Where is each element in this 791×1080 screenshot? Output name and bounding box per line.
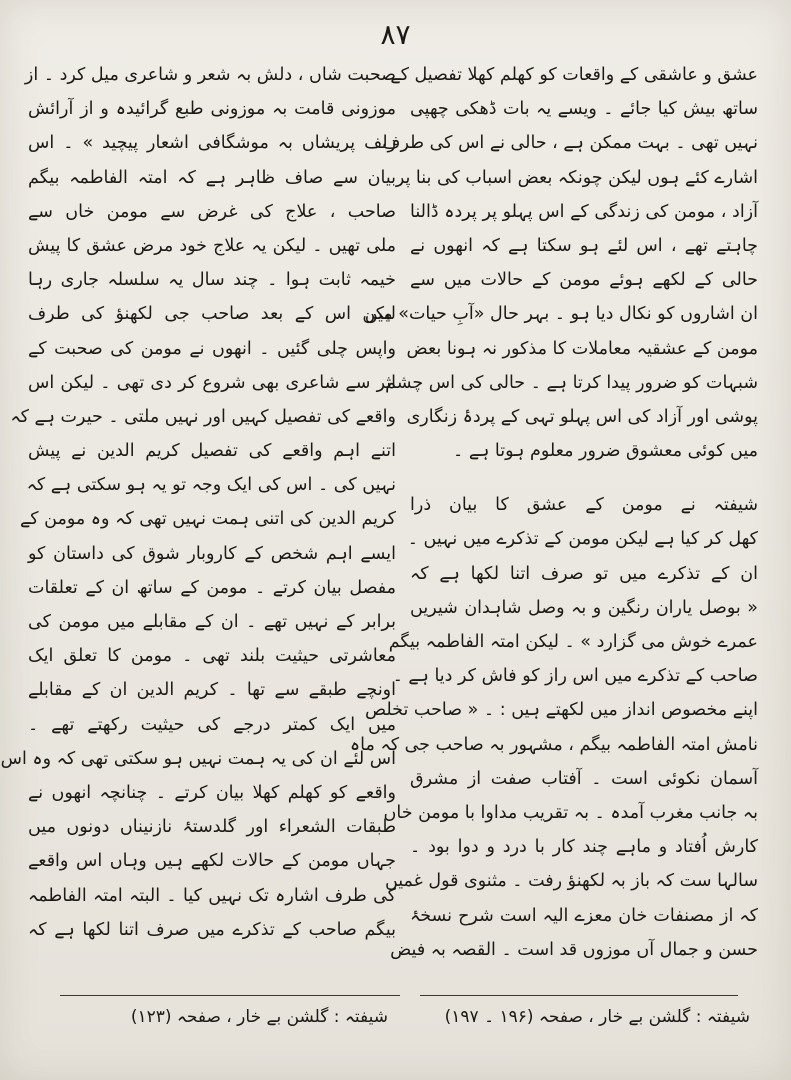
text-line: نہیں کی ۔ اس کی ایک وجہ تو یہ ہو سکتی ہے کہ: [26, 475, 396, 496]
paragraph-2: [349, 488, 758, 967]
text-line: عشق و عاشقی کے واقعات کو کھلم کھلا تفصیل کے: [390, 65, 758, 85]
text-line: صاحب کے تذکرے میں اس راز کو فاش کر دیا ہے ۔: [392, 666, 758, 687]
text-line: میں ایک کمتر درجے کی حیثیت رکھتے تھے ۔: [28, 714, 396, 735]
text-line: کی طرف اشارہ تک نہیں کیا ۔ البتہ امتہ الفاطمہ: [28, 885, 396, 906]
text-line: مومن کے عشقیہ معاملات کا مذکور نہ ہونا بعض: [406, 338, 758, 359]
text-line: خیمہ ثابت ہوا ۔ چند سال یہ سلسلہ جاری رہا: [28, 270, 396, 291]
text-line: بہ جانب مغرب آمدہ ۔ بہ تقریب مداوا با مومن خاں: [383, 802, 758, 823]
text-line: اونچے طبقے سے تھا ۔ کریم الدین ان کے مقابلے: [28, 680, 396, 701]
text-line: حالی کے لکھے ہوئے مومن کے حالات میں سے: [410, 270, 758, 291]
paragraph-1: [364, 58, 758, 468]
text-line: نامش امتہ الفاطمہ بیگم ، مشہور بہ صاحب جی کہ ماہ: [349, 734, 758, 755]
text-line: پوشی اور آزاد کی اس پہلو تہی کے پردۂ زنگاری: [406, 406, 758, 427]
text-line: « بوصل یاران رنگین و بہ وصل شاہدان شیریں: [410, 597, 758, 618]
text-line: ملی تھیں ۔ لیکن یہ علاج خود مرض عشق کا پیش: [28, 235, 396, 256]
right-column: [349, 58, 758, 967]
text-line: میں کوئی معشوق ضرور معلوم ہوتا ہے ۔: [453, 441, 758, 462]
text-line: صاحب ، علاج کی غرض سے مومن خاں سے: [28, 201, 396, 222]
text-line: آسمان نکوئی است ۔ آفتاب صفت از مشرق: [410, 768, 758, 789]
text-line: واقعے کو کھلم کھلا بیان کرتے ۔ چنانچہ انھوں نے: [28, 782, 396, 803]
text-line: اس لئے ان کی یہ ہمت نہیں ہو سکتی تھی کہ وہ اس: [0, 748, 396, 769]
text-line: بیگم صاحب کے تذکرے میں صرف اتنا لکھا ہے کہ: [28, 919, 396, 940]
text-line: واپس چلی گئیں ۔ انھوں نے مومن کی صحبت کے: [28, 338, 396, 359]
text-line: اثر سے شاعری بھی شروع کر دی تھی ۔ لیکن اس: [28, 372, 396, 393]
text-line: شبہات کو ضرور پیدا کرتا ہے ۔ حالی کی اس چشم: [385, 372, 758, 393]
left-column: [0, 58, 396, 947]
text-line: اپنے مخصوص انداز میں لکھتے ہیں : ۔ « صاحب تخلص: [364, 700, 758, 721]
text-line: صحبت شاں ، دلش بہ شعر و شاعری میل کرد ۔ از: [24, 65, 396, 85]
footnote-separator-right: [420, 995, 738, 996]
text-line: حسن و جمال آں موزوں قد است ۔ القصہ بہ فیض: [390, 939, 758, 960]
text-line: شیفتہ نے مومن کے عشق کا بیان ذرا: [410, 495, 758, 516]
text-line: ساتھ بیش کیا جائے ۔ ویسے یہ بات ڈھکی چھپی: [410, 99, 758, 120]
text-line: ایسے اہم شخص کے کاروبار شوق کی داستان کو: [28, 543, 396, 564]
text-line: جہاں مومن کے حالات لکھے ہیں وہاں اس واقعے: [28, 851, 396, 872]
text-line: واقعے کی تفصیل کہیں اور نہیں ملتی ۔ حیرت ہے کہ: [10, 406, 396, 427]
text-line: کھل کر کیا ہے لیکن مومن کے تذکرے میں نہیں ۔: [407, 529, 758, 550]
text-line: نہیں تھی ۔ بہت ممکن ہے ، حالی نے اس کی طرف: [382, 133, 758, 154]
text-line: موزونی قامت بہ موزونی طبع گرائیدہ و از آرائش: [28, 99, 396, 120]
text-line: کریم الدین کی اتنی ہمت نہیں تھی کہ وہ مومن کے: [19, 509, 396, 530]
text-line: ان اشاروں کو نکال دیا ہو ۔ بہر حال «آبِ حیات» میں: [364, 304, 758, 325]
text-line: مفصل بیان کرتے ۔ مومن کے ساتھ ان کے تعلقات: [28, 577, 396, 598]
page-number: ۸۷: [380, 18, 411, 51]
text-line: بیان سے صاف ظاہر ہے کہ امتہ الفاطمہ بیگم: [28, 167, 396, 188]
text-line: زلف پریشاں بہ موشگافی اشعار پیچید » ۔ اس: [28, 133, 396, 154]
footnote-2: شیفتہ : گلشن بے خار ، صفحہ (۱۲۳): [130, 1007, 388, 1027]
text-line: لیکن اس کے بعد صاحب جی لکھنؤ کی طرف: [28, 304, 396, 325]
footnote-1: شیفتہ : گلشن بے خار ، صفحہ (۱۹۶ ۔ ۱۹۷): [444, 1007, 750, 1027]
text-line: اشارے کئے ہوں لیکن چونکہ بعض اسباب کی بنا پر: [395, 167, 758, 188]
text-line: ان کے تذکرے میں تو صرف اتنا لکھا ہے کہ: [410, 563, 758, 584]
text-line: آزاد ، مومن کی زندگی کے اس پہلو پر پردہ ڈالنا: [410, 201, 758, 222]
footnote-separator-left: [60, 995, 400, 996]
text-line: برابر کے نہیں تھے ۔ ان کے مقابلے میں مومن کی: [28, 612, 396, 632]
text-line: معاشرتی حیثیت بلند تھی ۔ مومن کا تعلق ایک: [28, 646, 396, 667]
text-line: کہ از مصنفات خان معزے الیہ است شرح نسخۂ: [410, 905, 758, 926]
text-line: طبقات الشعراء اور گلدستۂ نازنیناں دونوں میں: [28, 817, 396, 838]
text-line: کارش اُفتاد و ماہے چند کار با درد و دوا بود ۔: [410, 837, 758, 858]
text-line: اتنے اہم واقعے کی تفصیل کریم الدین نے پیش: [28, 441, 396, 462]
text-line: عمرے خوش می گزارد » ۔ لیکن امتہ الفاطمہ بیگم: [388, 632, 758, 652]
text-line: سالہا ست کہ باز بہ لکھنؤ رفت ۔ مثنوی قول غمیں: [384, 871, 758, 892]
text-line: چاہتے تھے ، اس لئے ہو سکتا ہے کہ انھوں نے: [410, 235, 758, 256]
